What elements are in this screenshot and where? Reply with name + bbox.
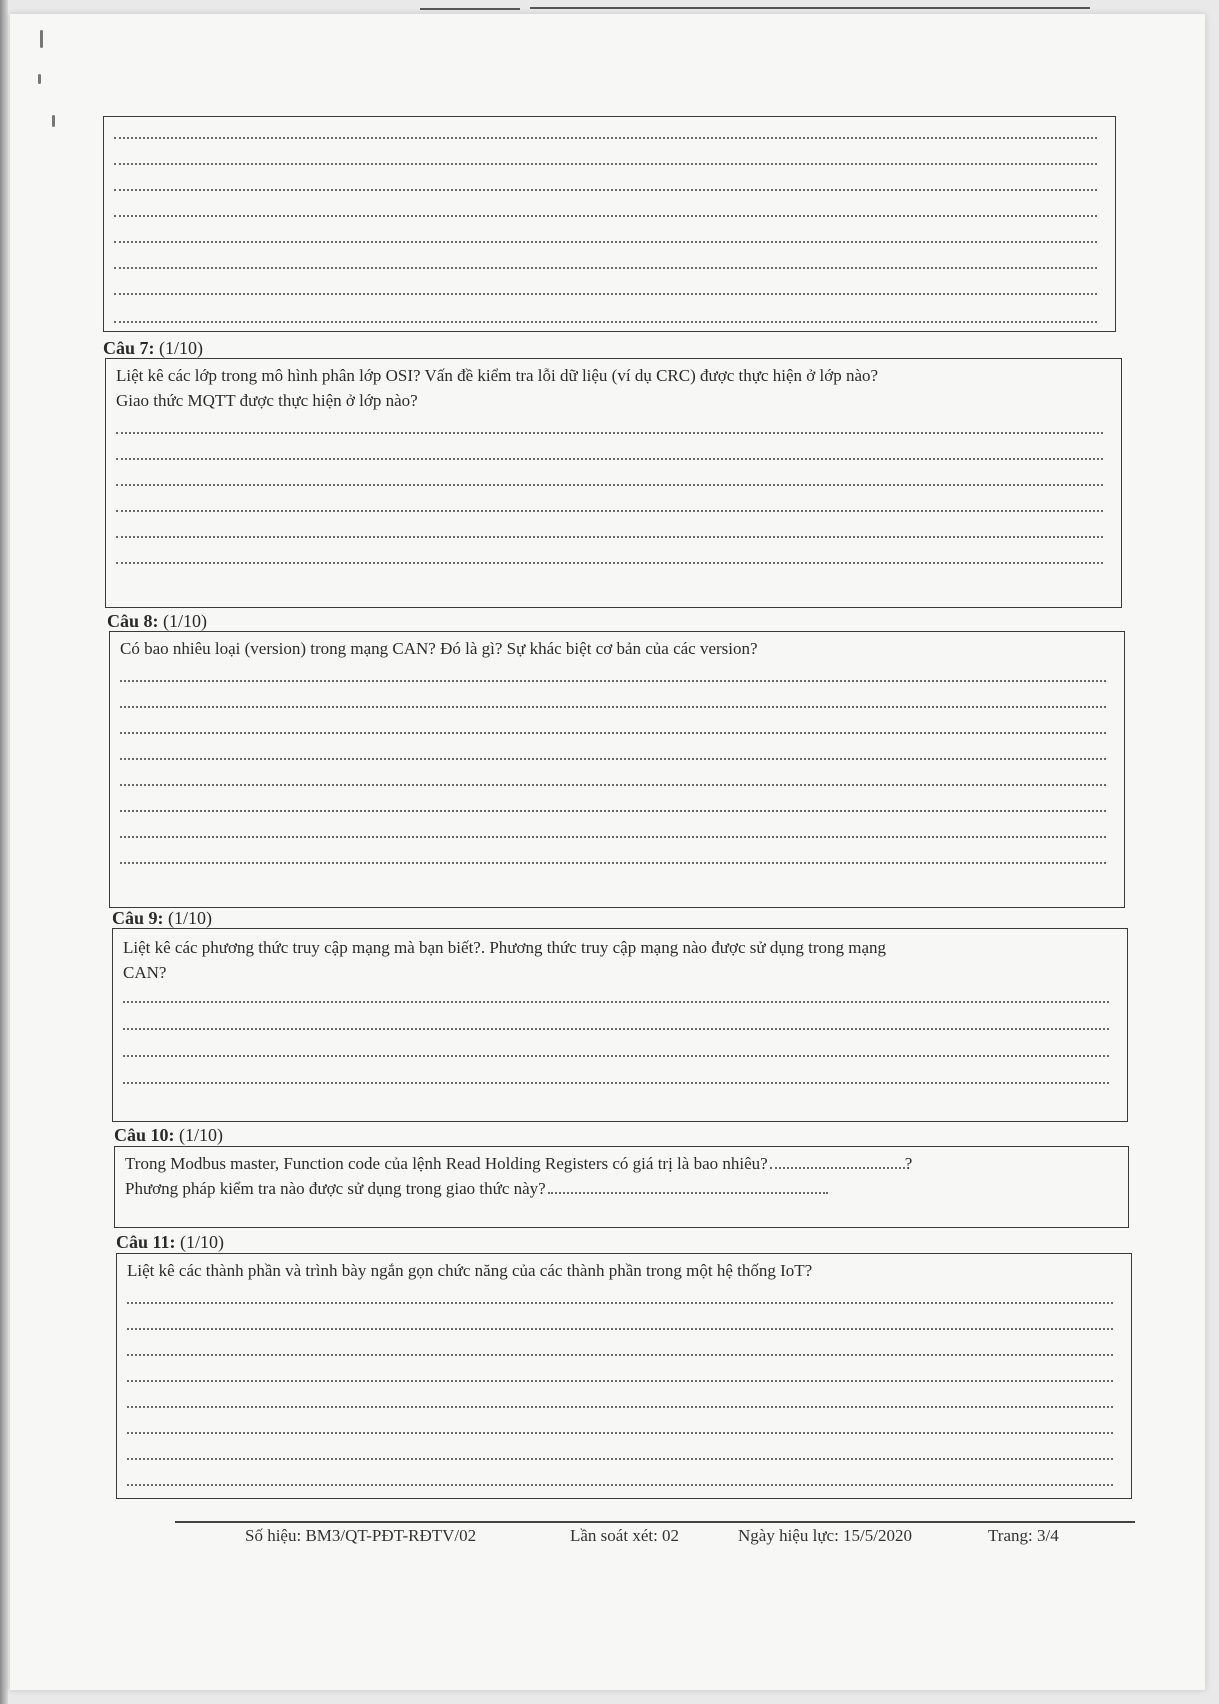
question-score: (1/10) (180, 1232, 225, 1252)
answer-blank[interactable] (770, 1167, 905, 1169)
question-text: CAN? (123, 963, 167, 982)
scan-mark (38, 74, 41, 84)
question-number: Câu 10: (114, 1125, 175, 1145)
question-text: Phương pháp kiểm tra nào được sử dụng trong giao thức này? (125, 1179, 546, 1198)
footer-page-number: Trang: 3/4 (988, 1526, 1059, 1545)
question-score: (1/10) (163, 611, 208, 631)
question-text-line (125, 1176, 828, 1201)
question-box-10[interactable] (114, 1146, 1129, 1228)
footer-doc-code: Số hiệu: BM3/QT-PĐT-RĐTV/02 (245, 1526, 477, 1545)
footer-revision: Lần soát xét: 02 (570, 1526, 680, 1545)
question-title (103, 338, 203, 358)
question-box-8[interactable] (109, 631, 1125, 908)
question-score: (1/10) (168, 908, 213, 928)
question-number: Câu 7: (103, 338, 155, 358)
question-mark: ? (904, 1154, 913, 1173)
footer-rule (175, 1521, 1135, 1523)
question-text: Có bao nhiêu loại (version) trong mạng CAN? Đó là gì? Sự khác biệt cơ bản của các version? (120, 639, 758, 658)
question-text: Liệt kê các thành phần và trình bày ngắn gọn chức năng của các thành phần trong một hệ thống IoT? (127, 1261, 813, 1280)
answer-blank[interactable] (548, 1192, 828, 1194)
question-box-7[interactable] (105, 358, 1122, 608)
question-box-11[interactable] (116, 1253, 1132, 1499)
question-text-line (125, 1151, 1115, 1176)
question-number: Câu 9: (112, 908, 164, 928)
question-text: Liệt kê các phương thức truy cập mạng mà bạn biết?. Phương thức truy cập mạng nào được sử dụng trong mạng (123, 938, 886, 957)
scan-top-rule (530, 7, 1090, 9)
question-number: Câu 8: (107, 611, 159, 631)
scan-top-rule (420, 8, 520, 10)
question-title (107, 611, 207, 631)
answer-area-prev[interactable] (103, 116, 1116, 332)
question-score: (1/10) (159, 338, 204, 358)
scan-edge (0, 0, 8, 1704)
scan-mark (40, 30, 43, 48)
footer-effective-date: Ngày hiệu lực: 15/5/2020 (738, 1526, 912, 1545)
question-text: Liệt kê các lớp trong mô hình phân lớp OSI? Vấn đề kiểm tra lỗi dữ liệu (ví dụ CRC) được thực hiện ở lớp nào? (116, 366, 879, 385)
question-text: Giao thức MQTT được thực hiện ở lớp nào? (116, 391, 418, 410)
question-title (114, 1125, 223, 1145)
question-box-9[interactable] (112, 928, 1128, 1122)
question-score: (1/10) (179, 1125, 224, 1145)
question-title (112, 908, 212, 928)
question-text: Trong Modbus master, Function code của lệnh Read Holding Registers có giá trị là bao nhiêu? (125, 1154, 768, 1173)
scan-mark (52, 115, 55, 127)
question-number: Câu 11: (116, 1232, 176, 1252)
question-title (116, 1232, 224, 1252)
